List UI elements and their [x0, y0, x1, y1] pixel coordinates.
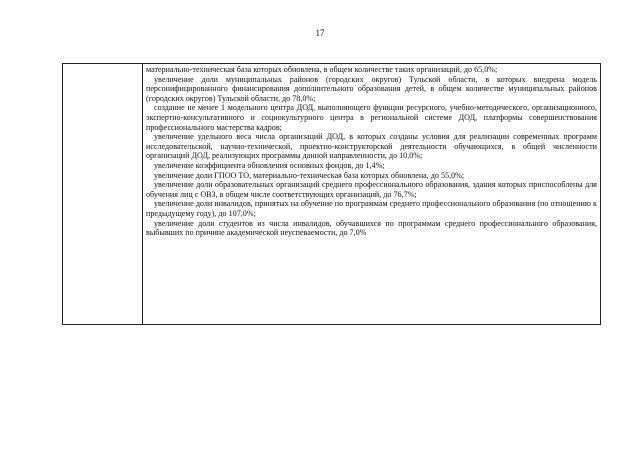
document-table	[62, 63, 601, 325]
table-cell-right	[143, 64, 601, 325]
table-row	[63, 64, 601, 325]
paragraph-disabled-admission: увеличение доли инвалидов, принятых на обучение по программам среднего профессионального образования (по отношению к предыдущему году), до 107,0%;	[146, 199, 597, 218]
paragraph-research-programs: увеличение удельного веса числа организаций ДОД, в которых созданы условия для реализации современных программ исследовательской, научно-технической, проектно-конструкторской деятельности обучающихся, в общей численности организаций ДОД, реализующих программы данной направленности, до 10,0%;	[146, 132, 597, 161]
paragraph-equipment-updated: материально-техническая база которых обновлена, в общем количестве таких организаций, до 65,0%;	[146, 65, 498, 74]
paragraph-disabled-dropout: увеличение доли студентов из числа инвалидов, обучавшихся по программам среднего профессионального образования, выбывших по причине академической неуспеваемости, до 7,0%	[146, 218, 597, 238]
table-cell-left	[63, 64, 143, 325]
paragraph-personalized-financing: увеличение доли муниципальных районов (городских округов) Тульской области, в которых внедрена модель персонифицированного финансирования дополнительного образования детей, в общем количестве муниципальных районов (городских округов) Тульской области, до 78,0%;	[146, 74, 597, 103]
paragraph-accessible-buildings: увеличение доли образовательных организаций среднего профессионального образования, здания которых приспособлены для обучения лиц с ОВЗ, в общем числе соответствующих организаций, до 76,7%;	[146, 180, 597, 199]
page-number: 17	[315, 28, 325, 38]
paragraph-fixed-assets: увеличение коэффициента обновления основных фондов, до 1,4%;	[154, 160, 385, 170]
paragraph-model-center: создание не менее 1 модельного центра ДОД, выполняющего функции ресурсного, учебно-методического, организационного, экспертно-консультативного и социокультурного центра в региональной системе ДОД, платформы совершенствования профессионального мастерства кадров;	[146, 103, 597, 132]
paragraph-gpoo-to: увеличение доли ГПОО ТО, материально-техническая база которых обновлена, до 55,0%;	[154, 170, 465, 180]
